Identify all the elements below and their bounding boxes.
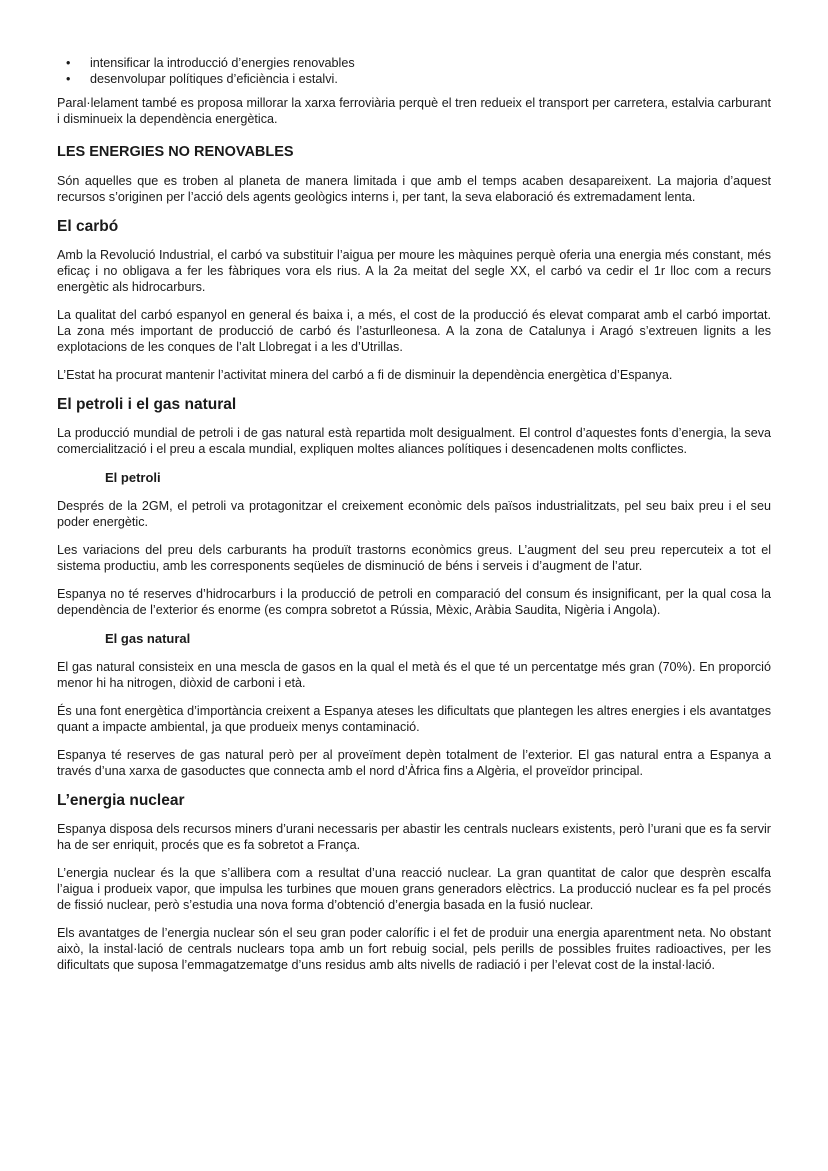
paragraph: El gas natural consisteix en una mescla de gasos en la qual el metà és el que té un percentatge més gran (70%). En proporció menor hi ha nitrogen, diòxid de carboni i età. bbox=[57, 660, 771, 690]
subsection-heading-nuclear: L’energia nuclear bbox=[57, 792, 185, 809]
paragraph: La qualitat del carbó espanyol en general és baixa i, a més, el cost de la producció és elevat comparat amb el carbó importat. La zona més important de producció de carbó és l’asturlleonesa. A la zona de Catalunya i Aragó s’extreuen lignits a les explotacions de les conques de l’alt Llobregat i a les d’Utrillas. bbox=[57, 308, 771, 354]
paragraph: L’Estat ha procurat mantenir l’activitat minera del carbó a fi de disminuir la dependència energètica d’Espanya. bbox=[57, 368, 673, 382]
paragraph: És una font energètica d’importància creixent a Espanya ateses les dificultats que plantegen les altres energies i els avantatges quant a impacte ambiental, ja que produeix menys contaminació. bbox=[57, 704, 771, 734]
list-item-text: desenvolupar polítiques d’eficiència i estalvi. bbox=[90, 72, 338, 86]
paragraph: Els avantatges de l’energia nuclear són el seu gran poder calorífic i el fet de produir una energia aparentment neta. No obstant això, la instal·lació de centrals nuclears topa amb un fort rebuig social, pels perills de possibles fruites radioactives, per les dificultats que suposa l’emmagatzematge d’uns residus amb alts nivells de radiació i per l’elevat cost de la instal·lació. bbox=[57, 926, 771, 972]
subsection-heading-petroli-gas: El petroli i el gas natural bbox=[57, 396, 237, 413]
paragraph: Són aquelles que es troben al planeta de manera limitada i que amb el temps acaben desapareixent. La majoria d’aquest recursos s’originen per l’acció dels agents geològics interns i, per tant, la seva elaboració és extremadament lenta. bbox=[57, 174, 771, 204]
paragraph: Espanya té reserves de gas natural però per al proveïment depèn totalment de l’exterior. El gas natural entra a Espanya a través d’una xarxa de gasoductes que connecta amb el nord d’Àfrica fins a Algèria, el proveïdor principal. bbox=[57, 748, 771, 778]
list-item-text: intensificar la introducció d’energies renovables bbox=[90, 56, 355, 70]
paragraph: Amb la Revolució Industrial, el carbó va substituir l’aigua per moure les màquines perquè oferia una energia més constant, més eficaç i no obligava a fer les fàbriques vora els rius. A la 2a meitat del segle XX, el carbó va cedir el 1r lloc com a recurs energètic als hidrocarburs. bbox=[57, 248, 771, 294]
paragraph: Després de la 2GM, el petroli va protagonitzar el creixement econòmic dels països industrialitzats, pel seu baix preu i el seu poder energètic. bbox=[57, 499, 771, 529]
bullet-icon: • bbox=[66, 56, 71, 70]
document-page bbox=[57, 55, 771, 985]
paragraph: Espanya disposa dels recursos miners d’urani necessaris per abastir les centrals nuclears existents, però l’urani que es fa servir ha de ser enriquit, procés que es fa sobretot a França. bbox=[57, 822, 771, 852]
bullet-list bbox=[57, 55, 771, 87]
paragraph: La producció mundial de petroli i de gas natural està repartida molt desigualment. El control d’aquestes fonts d’energia, la seva comercialització i el preu a escala mundial, expliquen moltes aliances polítiques i desencadenen molts conflictes. bbox=[57, 426, 771, 456]
paragraph: L’energia nuclear és la que s’allibera com a resultat d’una reacció nuclear. La gran quantitat de calor que desprèn escalfa l’aigua i produeix vapor, que impulsa les turbines que mouen grans generadors elèctrics. La producció nuclear es fa pel procés de fissió nuclear, però s’estudia una nova forma d’obtenció d’energia basada en la fusió nuclear. bbox=[57, 866, 771, 912]
paragraph: Espanya no té reserves d’hidrocarburs i la producció de petroli en comparació del consum és insignificant, per la qual cosa la dependència de l’exterior és enorme (es compra sobretot a Rússia, Mèxic, Aràbia Saudita, Nigèria i Angola). bbox=[57, 587, 771, 617]
section-heading: LES ENERGIES NO RENOVABLES bbox=[57, 144, 294, 160]
list-item bbox=[66, 71, 771, 87]
bullet-icon: • bbox=[66, 72, 71, 86]
subsection-heading-carbo: El carbó bbox=[57, 218, 119, 235]
subheading-petroli: El petroli bbox=[105, 470, 161, 485]
paragraph: Les variacions del preu dels carburants ha produït trastorns econòmics greus. L’augment del seu preu repercuteix a tot el sistema productiu, amb les corresponents seqüeles de disminució de béns i serveis i d’augment de l’atur. bbox=[57, 543, 771, 573]
paragraph: Paral·lelament també es proposa millorar la xarxa ferroviària perquè el tren redueix el transport per carretera, estalvia carburant i disminueix la dependència energètica. bbox=[57, 96, 771, 126]
subheading-gas-natural: El gas natural bbox=[105, 631, 191, 646]
list-item bbox=[66, 55, 771, 71]
